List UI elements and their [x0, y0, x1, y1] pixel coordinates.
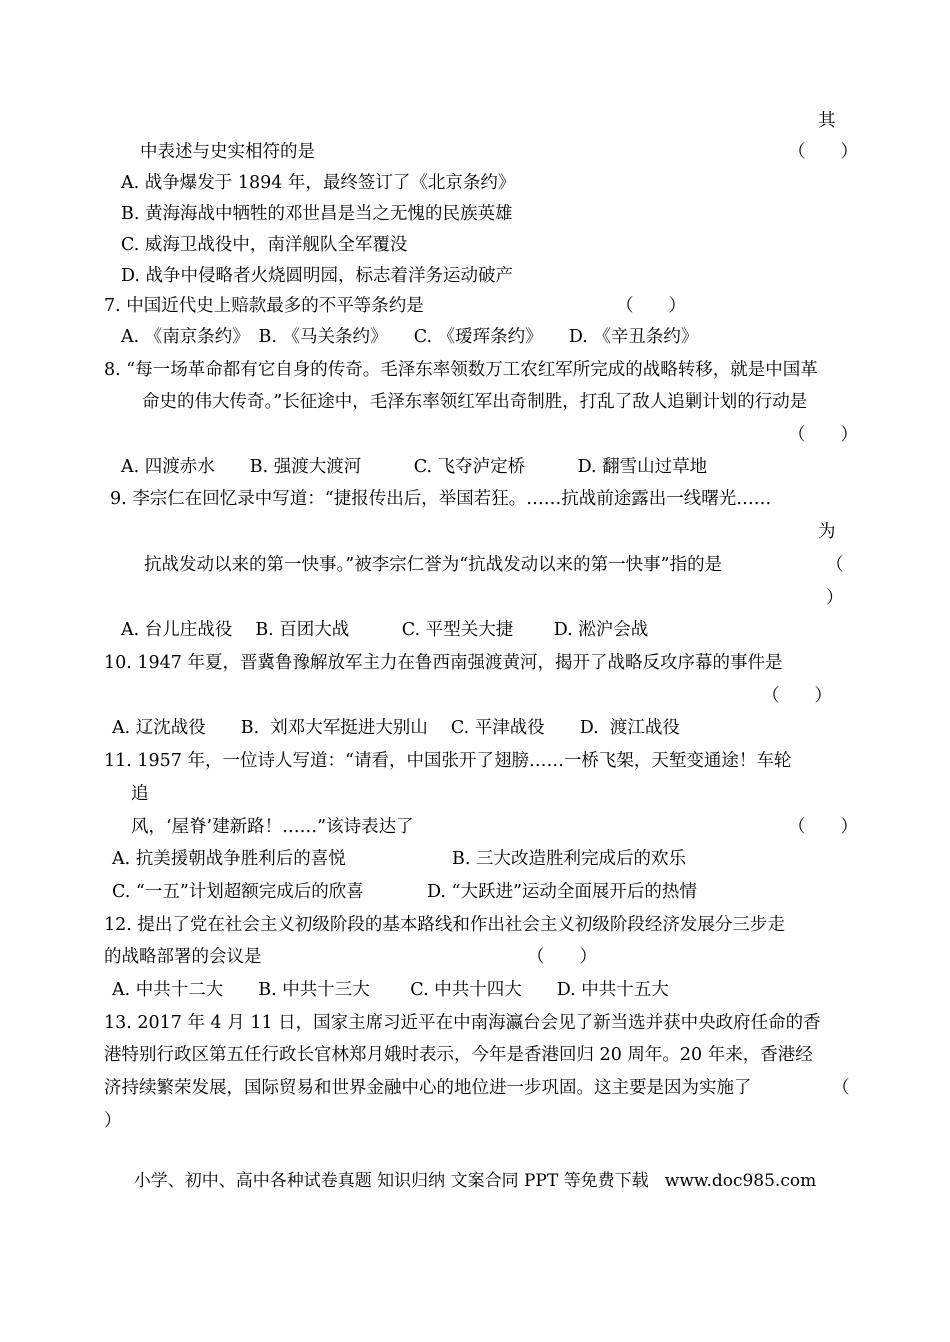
text-line: 中表述与史实相符的是 [140, 142, 315, 162]
option-line: A. 中共十二大 B. 中共十三大 C. 中共十四大 D. 中共十五大 [112, 980, 669, 1000]
text-line: 为 [818, 522, 836, 542]
answer-bracket: （ ） [762, 686, 832, 706]
option-line: A. 战争爆发于 1894 年，最终签订了《北京条约》 [121, 173, 516, 193]
option-line: C. “一五”计划超额完成后的欣喜 [112, 882, 364, 902]
option-line: A. 辽沈战役 B. 刘邓大军挺进大别山 C. 平津战役 D. 渡江战役 [112, 718, 680, 738]
answer-bracket: （ [832, 1078, 850, 1098]
question-7: 7. 中国近代史上赔款最多的不平等条约是 [104, 296, 424, 316]
text-line: 的战略部署的会议是 [104, 947, 262, 967]
question-9: 9. 李宗仁在回忆录中写道：“捷报传出后，举国若狂。……抗战前途露出一线曙光…… [110, 489, 772, 509]
question-8: 8. “每一场革命都有它自身的传奇。毛泽东率领数万工农红军所完成的战略转移，就是中国革 [104, 360, 818, 380]
option-line: B. 三大改造胜利完成后的欢乐 [452, 849, 686, 869]
option-line: D. 战争中侵略者火烧圆明园，标志着洋务运动破产 [121, 266, 514, 286]
question-11: 11. 1957 年，一位诗人写道：“请看，中国张开了翅膀……一桥飞架，天堑变通途！车轮 [104, 751, 792, 771]
answer-bracket: ） [826, 588, 844, 608]
option-line: D. “大跃进”运动全面展开后的热情 [427, 882, 697, 902]
option-line: A. 《南京条约》 B. 《马关条约》 C. 《瑷珲条约》 D. 《辛丑条约》 [121, 327, 699, 347]
option-line: A. 台儿庄战役 B. 百团大战 C. 平型关大捷 D. 淞沪会战 [121, 620, 649, 640]
question-13: 13. 2017 年 4 月 11 日，国家主席习近平在中南海瀛台会见了新当选并获中央政府任命的香 [104, 1013, 821, 1033]
text-line: 命史的伟大传奇。”长征途中，毛泽东率领红军出奇制胜，打乱了敌人追剿计划的行动是 [142, 392, 808, 412]
question-12: 12. 提出了党在社会主义初级阶段的基本路线和作出社会主义初级阶段经济发展分三步走 [104, 915, 785, 935]
option-line: A. 四渡赤水 B. 强渡大渡河 C. 飞夺泸定桥 D. 翻雪山过草地 [121, 457, 708, 477]
text-line: 追 [131, 784, 149, 804]
answer-bracket: （ ） [788, 425, 858, 445]
answer-bracket: （ [826, 555, 844, 575]
answer-bracket: ） [104, 1111, 122, 1131]
answer-bracket: （ ） [788, 817, 858, 837]
text-line: 其 [818, 111, 836, 131]
text-line: 抗战发动以来的第一快事。”被李宗仁誉为“抗战发动以来的第一快事”指的是 [144, 555, 723, 575]
answer-bracket: （ ） [616, 296, 686, 316]
answer-bracket: （ ） [527, 947, 597, 967]
answer-bracket: （ ） [788, 142, 858, 162]
text-line: 济持续繁荣发展，国际贸易和世界金融中心的地位进一步巩固。这主要是因为实施了 [104, 1078, 752, 1098]
page-footer: 小学、初中、高中各种试卷真题 知识归纳 文案合同 PPT 等免费下载 www.doc985.com [133, 1171, 817, 1191]
text-line: 风，‘屋脊’建新路！……”该诗表达了 [131, 817, 414, 837]
option-line: B. 黄海海战中牺牲的邓世昌是当之无愧的民族英雄 [121, 204, 513, 224]
option-line: A. 抗美援朝战争胜利后的喜悦 [112, 849, 346, 869]
option-line: C. 威海卫战役中，南洋舰队全军覆没 [121, 235, 408, 255]
question-10: 10. 1947 年夏，晋冀鲁豫解放军主力在鲁西南强渡黄河，揭开了战略反攻序幕的事件是 [104, 653, 783, 673]
text-line: 港特别行政区第五任行政长官林郑月娥时表示，今年是香港回归 20 周年。20 年来，香港经 [104, 1045, 813, 1065]
